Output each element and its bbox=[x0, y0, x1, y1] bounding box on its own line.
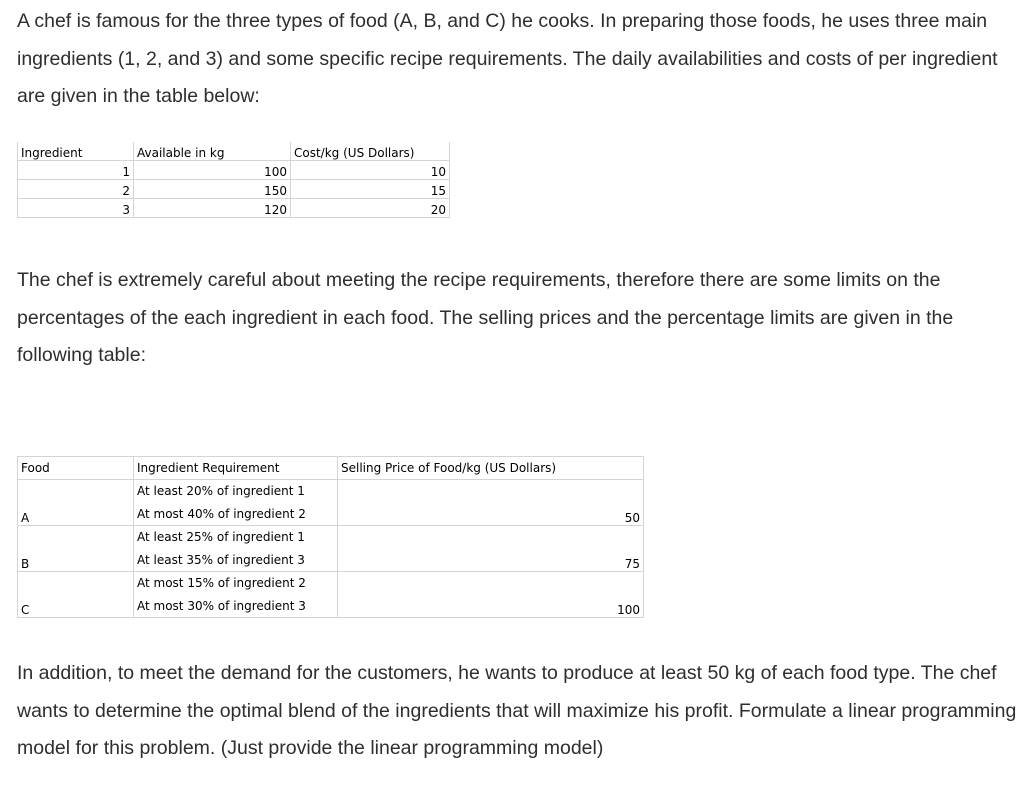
requirement-line: At least 25% of ingredient 1 bbox=[137, 530, 305, 544]
available-cell: 150 bbox=[134, 180, 291, 199]
header-cost: Cost/kg (US Dollars) bbox=[291, 142, 450, 161]
price-cell: 75 bbox=[338, 526, 644, 572]
header-available: Available in kg bbox=[134, 142, 291, 161]
table-row bbox=[18, 199, 450, 218]
table-row bbox=[18, 161, 450, 180]
requirement-line: At most 40% of ingredient 2 bbox=[137, 506, 306, 521]
cost-cell: 20 bbox=[291, 199, 450, 218]
food-cell: B bbox=[18, 526, 134, 572]
header-ingredient: Ingredient bbox=[18, 142, 134, 161]
header-requirement: Ingredient Requirement bbox=[134, 457, 338, 480]
middle-paragraph: The chef is extremely careful about meeting the recipe requirements, therefore there are some limits on the percentages of the each ingredient in each food. The selling prices and the percentage limits are given in the following table: bbox=[17, 269, 954, 366]
closing-paragraph: In addition, to meet the demand for the customers, he wants to produce at least 50 kg of each food type. The chef wants to determine the optimal blend of the ingredients that will maximize his profit. Formulate a linear programming model for this problem. (Just provide the linear programming model) bbox=[17, 662, 1017, 759]
ingredient-cell: 2 bbox=[18, 180, 134, 199]
table-row bbox=[18, 480, 644, 526]
table-header-row bbox=[18, 142, 450, 161]
cost-cell: 10 bbox=[291, 161, 450, 180]
price-cell: 100 bbox=[338, 572, 644, 618]
available-cell: 120 bbox=[134, 199, 291, 218]
table-row bbox=[18, 572, 644, 618]
food-cell: A bbox=[18, 480, 134, 526]
price-cell: 50 bbox=[338, 480, 644, 526]
requirement-line: At most 30% of ingredient 3 bbox=[137, 598, 306, 613]
requirement-cell bbox=[134, 526, 338, 572]
table-row bbox=[18, 180, 450, 199]
table-header-row bbox=[18, 457, 644, 480]
header-food: Food bbox=[18, 457, 134, 480]
header-price: Selling Price of Food/kg (US Dollars) bbox=[338, 457, 644, 480]
ingredient-table bbox=[17, 142, 450, 218]
requirement-line: At most 15% of ingredient 2 bbox=[137, 576, 306, 590]
requirement-line: At least 20% of ingredient 1 bbox=[137, 484, 305, 498]
requirement-line: At least 35% of ingredient 3 bbox=[137, 552, 305, 567]
ingredient-cell: 3 bbox=[18, 199, 134, 218]
food-cell: C bbox=[18, 572, 134, 618]
food-table bbox=[17, 456, 644, 618]
cost-cell: 15 bbox=[291, 180, 450, 199]
ingredient-cell: 1 bbox=[18, 161, 134, 180]
table-row bbox=[18, 526, 644, 572]
intro-paragraph: A chef is famous for the three types of food (A, B, and C) he cooks. In preparing those foods, he uses three main ingredients (1, 2, and 3) and some specific recipe requirements. The daily availabilities and costs of per ingredient are given in the table below: bbox=[17, 10, 998, 107]
requirement-cell bbox=[134, 572, 338, 618]
requirement-cell bbox=[134, 480, 338, 526]
available-cell: 100 bbox=[134, 161, 291, 180]
